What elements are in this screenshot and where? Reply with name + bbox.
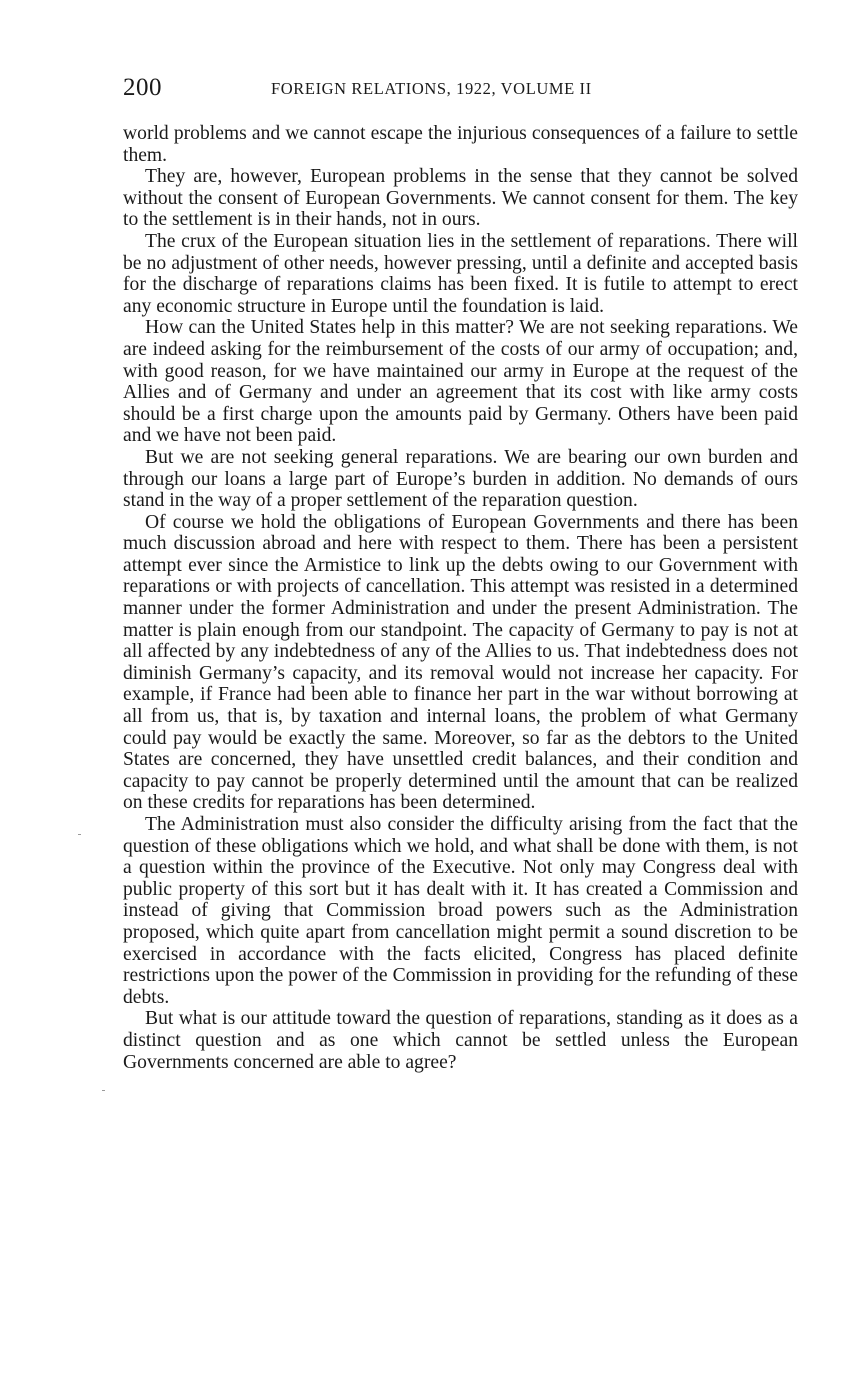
paragraph: How can the United States help in this matter? We are not seeking reparations. We are indeed asking for the reimbursement of the costs of our army of occupation; and, with good reason, for we have maintained our army in Europe at the request of the Allies and of Germany and under an agreement that its cost with like army costs should be a first charge upon the amounts paid by Germany. Others have been paid and we have not been paid. <box>123 317 798 447</box>
scan-speck <box>78 834 81 835</box>
paragraph: They are, however, European problems in the sense that they cannot be solved without the consent of European Governments. We cannot consent for them. The key to the settlement is in their hands, not in ours. <box>123 166 798 231</box>
page-header <box>123 70 798 110</box>
paragraph: The crux of the European situation lies in the settlement of reparations. There will be no adjustment of other needs, however pressing, until a definite and accepted basis for the discharge of reparations claims has been fixed. It is futile to attempt to erect any economic structure in Europe until the foundation is laid. <box>123 230 798 317</box>
running-title: FOREIGN RELATIONS, 1922, VOLUME II <box>271 79 592 98</box>
paragraph-continued: world problems and we cannot escape the injurious consequences of a failure to settle them. <box>123 123 798 166</box>
paragraph: The Administration must also consider the difficulty arising from the fact that the question of these obligations which we hold, and what shall be done with them, is not a question within the province of the Executive. Not only may Congress deal with public property of this sort but it has dealt with it. It has created a Commission and instead of giving that Commission broad powers such as the Administration proposed, which quite apart from cancellation might permit a sound discretion to be exercised in accordance with the facts elicited, Congress has placed definite restrictions upon the power of the Commission in providing for the refunding of these debts. <box>123 814 798 1008</box>
paragraph: But we are not seeking general reparations. We are bearing our own burden and through our loans a large part of Europe’s burden in addition. No demands of ours stand in the way of a proper settlement of the reparation question. <box>123 446 798 512</box>
page-number: 200 <box>123 74 162 101</box>
scan-speck <box>102 1090 105 1091</box>
body-text <box>123 123 798 1073</box>
paragraph: But what is our attitude toward the question of reparations, standing as it does as a distinct question and as one which cannot be settled unless the European Governments concerned are able to agree? <box>123 1008 798 1073</box>
paragraph: Of course we hold the obligations of European Governments and there has been much discussion abroad and here with respect to them. There has been a persistent attempt ever since the Armistice to link up the debts owing to our Government with reparations or with projects of cancellation. This attempt was resisted in a determined manner under the former Administration and under the present Administration. The matter is plain enough from our standpoint. The capacity of Germany to pay is not at all affected by any indebtedness of any of the Allies to us. That indebtedness does not diminish Germany’s capacity, and its removal would not increase her capacity. For example, if France had been able to finance her part in the war without borrowing at all from us, that is, by taxation and internal loans, the problem of what Germany could pay would be exactly the same. Moreover, so far as the debtors to the United States are concerned, they have unsettled credit balances, and their condition and capacity to pay cannot be properly determined until the amount that can be realized on these credits for reparations has been determined. <box>123 511 798 814</box>
document-page <box>123 70 798 1073</box>
